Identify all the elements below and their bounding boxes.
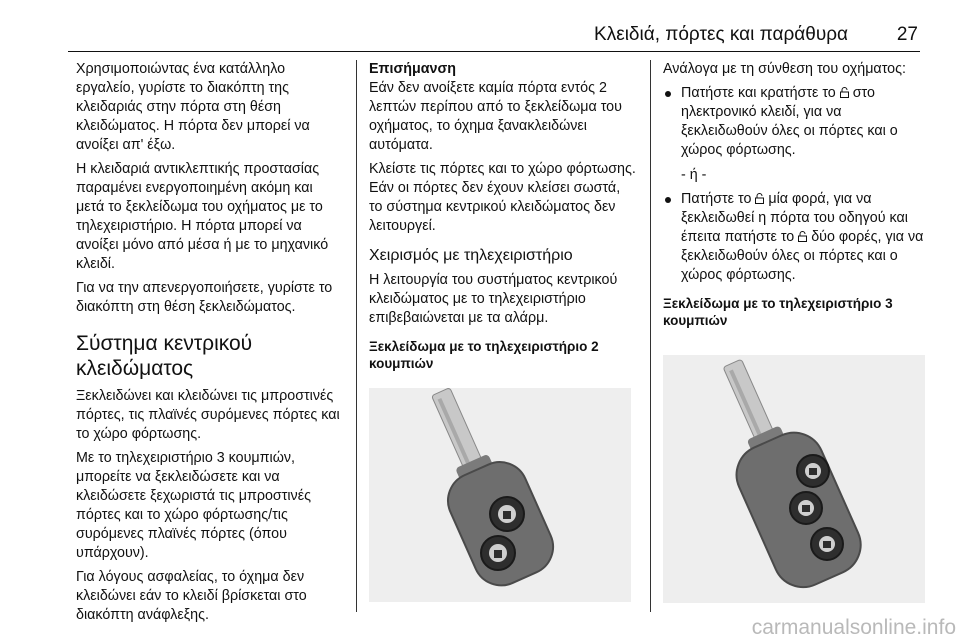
paragraph: Κλείστε τις πόρτες και το χώρο φόρτωσης. Εάν οι πόρτες δεν έχουν κλείσει σωστά, το σύστημα κεντρικού κλειδώματος δεν λειτουργεί. <box>369 161 636 234</box>
paragraph: Για να την απενεργοποιήσετε, γυρίστε το διακόπτη στη θέση ξεκλειδώματος. <box>76 280 333 315</box>
bullet-icon <box>665 91 671 97</box>
watermark: carmanualsonline.info <box>751 616 956 639</box>
figure-caption-heading: Ξεκλείδωμα με το τηλεχειριστήριο 2 κουμπιών <box>369 339 599 371</box>
bullet-icon <box>665 197 671 203</box>
section-title: Κλειδιά, πόρτες και παράθυρα <box>594 24 848 45</box>
page-number: 27 <box>896 24 918 45</box>
unlock-icon <box>755 193 764 204</box>
paragraph: Η λειτουργία του συστήματος κεντρικού κλειδώματος με το τηλεχειριστήριο επιβεβαιώνεται με τα αλάρμ. <box>369 272 618 326</box>
column-divider <box>356 60 357 612</box>
header-rule <box>68 51 920 52</box>
figure-caption-heading: Ξεκλείδωμα με το τηλεχειριστήριο 3 κουμπιών <box>663 296 893 328</box>
list-item: Πατήστε και κρατήστε το στο ηλεκτρονικό κλειδί, για να ξεκλειδωθούν όλες οι πόρτες και ο χώρος φόρτωσης. <box>663 84 931 160</box>
paragraph: Ξεκλειδώνει και κλειδώνει τις μπροστινές πόρτες, τις πλαϊνές συρόμενες πόρτες και το χώρο φόρτωσης. <box>76 388 340 442</box>
two-button-key-illustration <box>369 388 631 602</box>
page-header <box>0 0 960 50</box>
paragraph: Για λόγους ασφαλείας, το όχημα δεν κλειδώνει εάν το κλειδί βρίσκεται στο διακόπτη ανάφλεξης. <box>76 569 307 623</box>
key-2-buttons-image <box>369 388 631 602</box>
column-1 <box>76 60 344 630</box>
paragraph: Η κλειδαριά αντικλεπτικής προστασίας παραμένει ενεργοποιημένη ακόμη και μετά το ξεκλείδωμα του οχήματος με το τηλεχειριστήριο. Η πόρτα μπορεί να ανοίξει μόνο από μέσα ή με το μηχανικό κλειδί. <box>76 161 329 272</box>
notice-title: Επισήμανση <box>369 61 456 77</box>
key-3-buttons-image <box>663 355 925 603</box>
paragraph: Ανάλογα με τη σύνθεση του οχήματος: <box>663 61 906 77</box>
unlock-icon <box>840 87 849 98</box>
three-button-key-illustration <box>663 355 925 603</box>
list-item: Πατήστε το μία φορά, για να ξεκλειδωθεί η πόρτα του οδηγού και έπειτα πατήστε το δύο φορές, για να ξεκλειδωθούν όλες οι πόρτες και ο χώρος φόρτωσης. <box>663 190 931 285</box>
instruction-list <box>663 84 931 160</box>
column-3 <box>663 60 931 329</box>
column-2 <box>369 60 637 372</box>
unlock-icon <box>798 231 807 242</box>
instruction-list <box>663 190 931 285</box>
paragraph: Χρησιμοποιώντας ένα κατάλληλο εργαλείο, γυρίστε το διακόπτη της κλειδαριάς στην πόρτα στη θέση κλειδώματος. Η πόρτα δεν μπορεί να ανοίξει απ' έξω. <box>76 61 310 153</box>
column-divider <box>650 60 651 612</box>
subsection-heading: Χειρισμός με τηλεχειριστήριο <box>369 247 573 264</box>
paragraph: Με το τηλεχειριστήριο 3 κουμπιών, μπορείτε να ξεκλειδώσετε και να κλειδώσετε ξεχωριστά τις μπροστινές πόρτες και το χώρο φόρτωσης/τις συρόμενες πλαϊνές πόρτες (όπου υπάρχουν). <box>76 450 311 561</box>
notice-text: Εάν δεν ανοίξετε καμία πόρτα εντός 2 λεπτών περίπου από το ξεκλείδωμα του οχήματος, το όχημα ξανακλειδώνει αυτόματα. <box>369 80 622 153</box>
or-separator: - ή - <box>681 167 707 183</box>
section-heading: Σύστημα κεντρικού κλειδώματος <box>76 332 253 380</box>
